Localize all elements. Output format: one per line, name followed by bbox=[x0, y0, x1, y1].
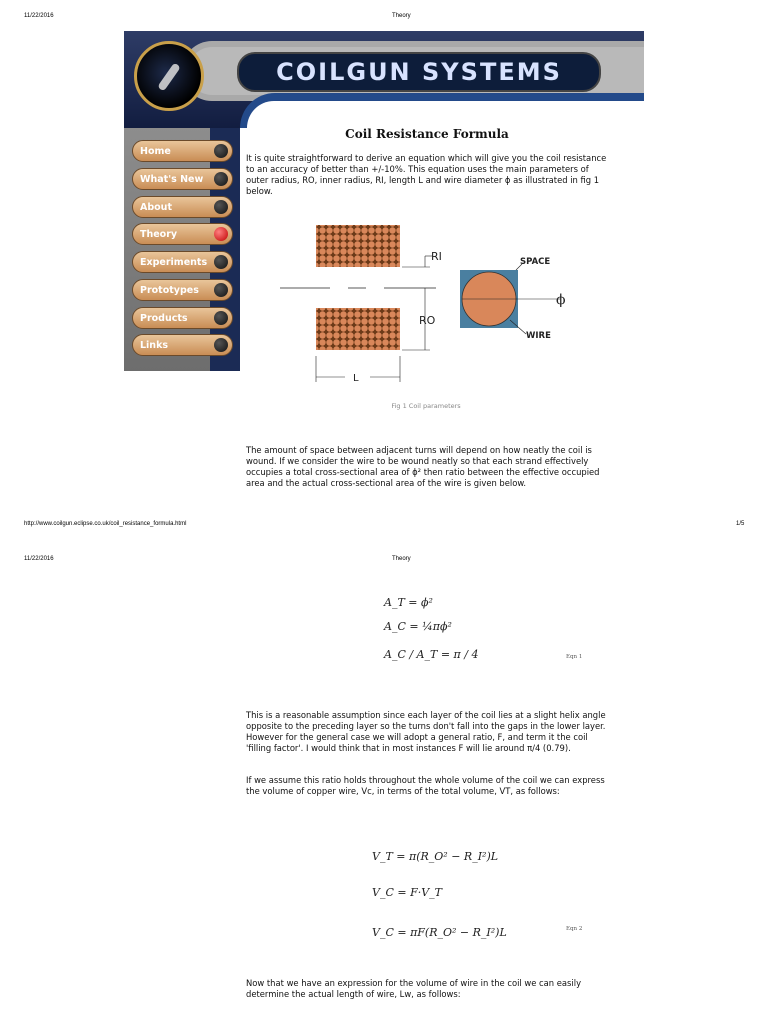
nav-label: Experiments bbox=[140, 256, 208, 268]
nav-light-icon bbox=[214, 227, 228, 241]
equation-area-copper: A_C = ¼πϕ² bbox=[384, 620, 452, 633]
paragraph-filling-factor: This is a reasonable assumption since each layer of the coil lies at a slight helix angle opposite to the preceding layer so the turns don't fall into the gaps in the lower layer. However for the general case we will adopt a general ratio, F, and term it the coil 'filling factor'. I would think that in most instances F will lie around π/4 (0.79). bbox=[246, 710, 606, 753]
coil-top-winding bbox=[316, 225, 400, 267]
print-date: 11/22/2016 bbox=[24, 556, 54, 562]
paragraph-spacing: The amount of space between adjacent turns will depend on how neatly the coil is wound. If we consider the wire to be wound neatly so that each strand effectively occupies a total cross-sectional area of ϕ² then ratio between the effective occupied area and the actual cross-sectional area of the wire is given below. bbox=[246, 445, 600, 488]
nav-label: Prototypes bbox=[140, 284, 199, 296]
label-wire: WIRE bbox=[526, 331, 551, 341]
coil-parameters-figure bbox=[270, 220, 600, 392]
equation-area-total: A_T = ϕ² bbox=[384, 596, 433, 609]
nav-label: Theory bbox=[140, 228, 178, 240]
nav-theory[interactable] bbox=[132, 223, 233, 245]
figure-caption: Fig 1 Coil parameters bbox=[391, 402, 461, 410]
nav-label: Links bbox=[140, 339, 169, 351]
nav-links[interactable] bbox=[132, 334, 233, 356]
print-url: http://www.coilgun.eclipse.co.uk/coil_resistance_formula.html bbox=[24, 521, 187, 527]
nav-prototypes[interactable] bbox=[132, 279, 233, 301]
nav-whats-new[interactable] bbox=[132, 168, 233, 190]
paragraph-wire-length: Now that we have an expression for the volume of wire in the coil we can easily determine the actual length of wire, Lw, as follows: bbox=[246, 978, 582, 999]
equation-volume-copper-expanded: V_C = πF(R_O² − R_I²)L bbox=[372, 926, 507, 939]
nav-products[interactable] bbox=[132, 307, 233, 329]
nav-experiments[interactable] bbox=[132, 251, 233, 273]
nav-label: About bbox=[140, 201, 172, 213]
equation-volume-copper: V_C = F·V_T bbox=[372, 886, 442, 899]
equation-volume-total: V_T = π(R_O² − R_I²)L bbox=[372, 850, 499, 863]
nav-light-icon bbox=[214, 255, 228, 269]
nav-label: Products bbox=[140, 312, 188, 324]
equation-1-label: Eqn 1 bbox=[566, 654, 583, 660]
nav-light-icon bbox=[214, 311, 228, 325]
nav-light-icon bbox=[214, 144, 228, 158]
label-phi: ϕ bbox=[556, 292, 566, 308]
nav-label: Home bbox=[140, 145, 171, 157]
nav-light-icon bbox=[214, 283, 228, 297]
equation-area-ratio: A_C / A_T = π / 4 bbox=[384, 648, 479, 661]
nav-light-icon bbox=[214, 200, 228, 214]
print-title: Theory bbox=[392, 556, 411, 562]
coil-bottom-winding bbox=[316, 308, 400, 350]
site-title: COILGUN SYSTEMS bbox=[237, 52, 601, 92]
nav-home[interactable] bbox=[132, 140, 233, 162]
print-date: 11/22/2016 bbox=[24, 13, 54, 19]
label-l: L bbox=[353, 373, 359, 384]
print-title: Theory bbox=[392, 13, 411, 19]
label-ro: RO bbox=[419, 314, 436, 327]
page-title: Coil Resistance Formula bbox=[345, 127, 509, 141]
site-logo[interactable] bbox=[134, 41, 204, 111]
nav-light-icon bbox=[214, 172, 228, 186]
nav-about[interactable] bbox=[132, 196, 233, 218]
nav-label: What's New bbox=[140, 173, 204, 185]
label-ri: RI bbox=[431, 250, 442, 263]
intro-paragraph: It is quite straightforward to derive an equation which will give you the coil resistance to an accuracy of better than +/-10%. This equation uses the main parameters of outer radius, RO, inner radius, RI, length L and wire diameter ϕ as illustrated in fig 1 below. bbox=[246, 153, 607, 196]
equation-2-label: Eqn 2 bbox=[566, 926, 583, 932]
print-page-number: 1/5 bbox=[736, 521, 745, 527]
paragraph-volume: If we assume this ratio holds throughout the whole volume of the coil we can express the volume of copper wire, Vc, in terms of the total volume, VT, as follows: bbox=[246, 775, 605, 796]
nav-light-icon bbox=[214, 338, 228, 352]
label-space: SPACE bbox=[520, 257, 551, 267]
